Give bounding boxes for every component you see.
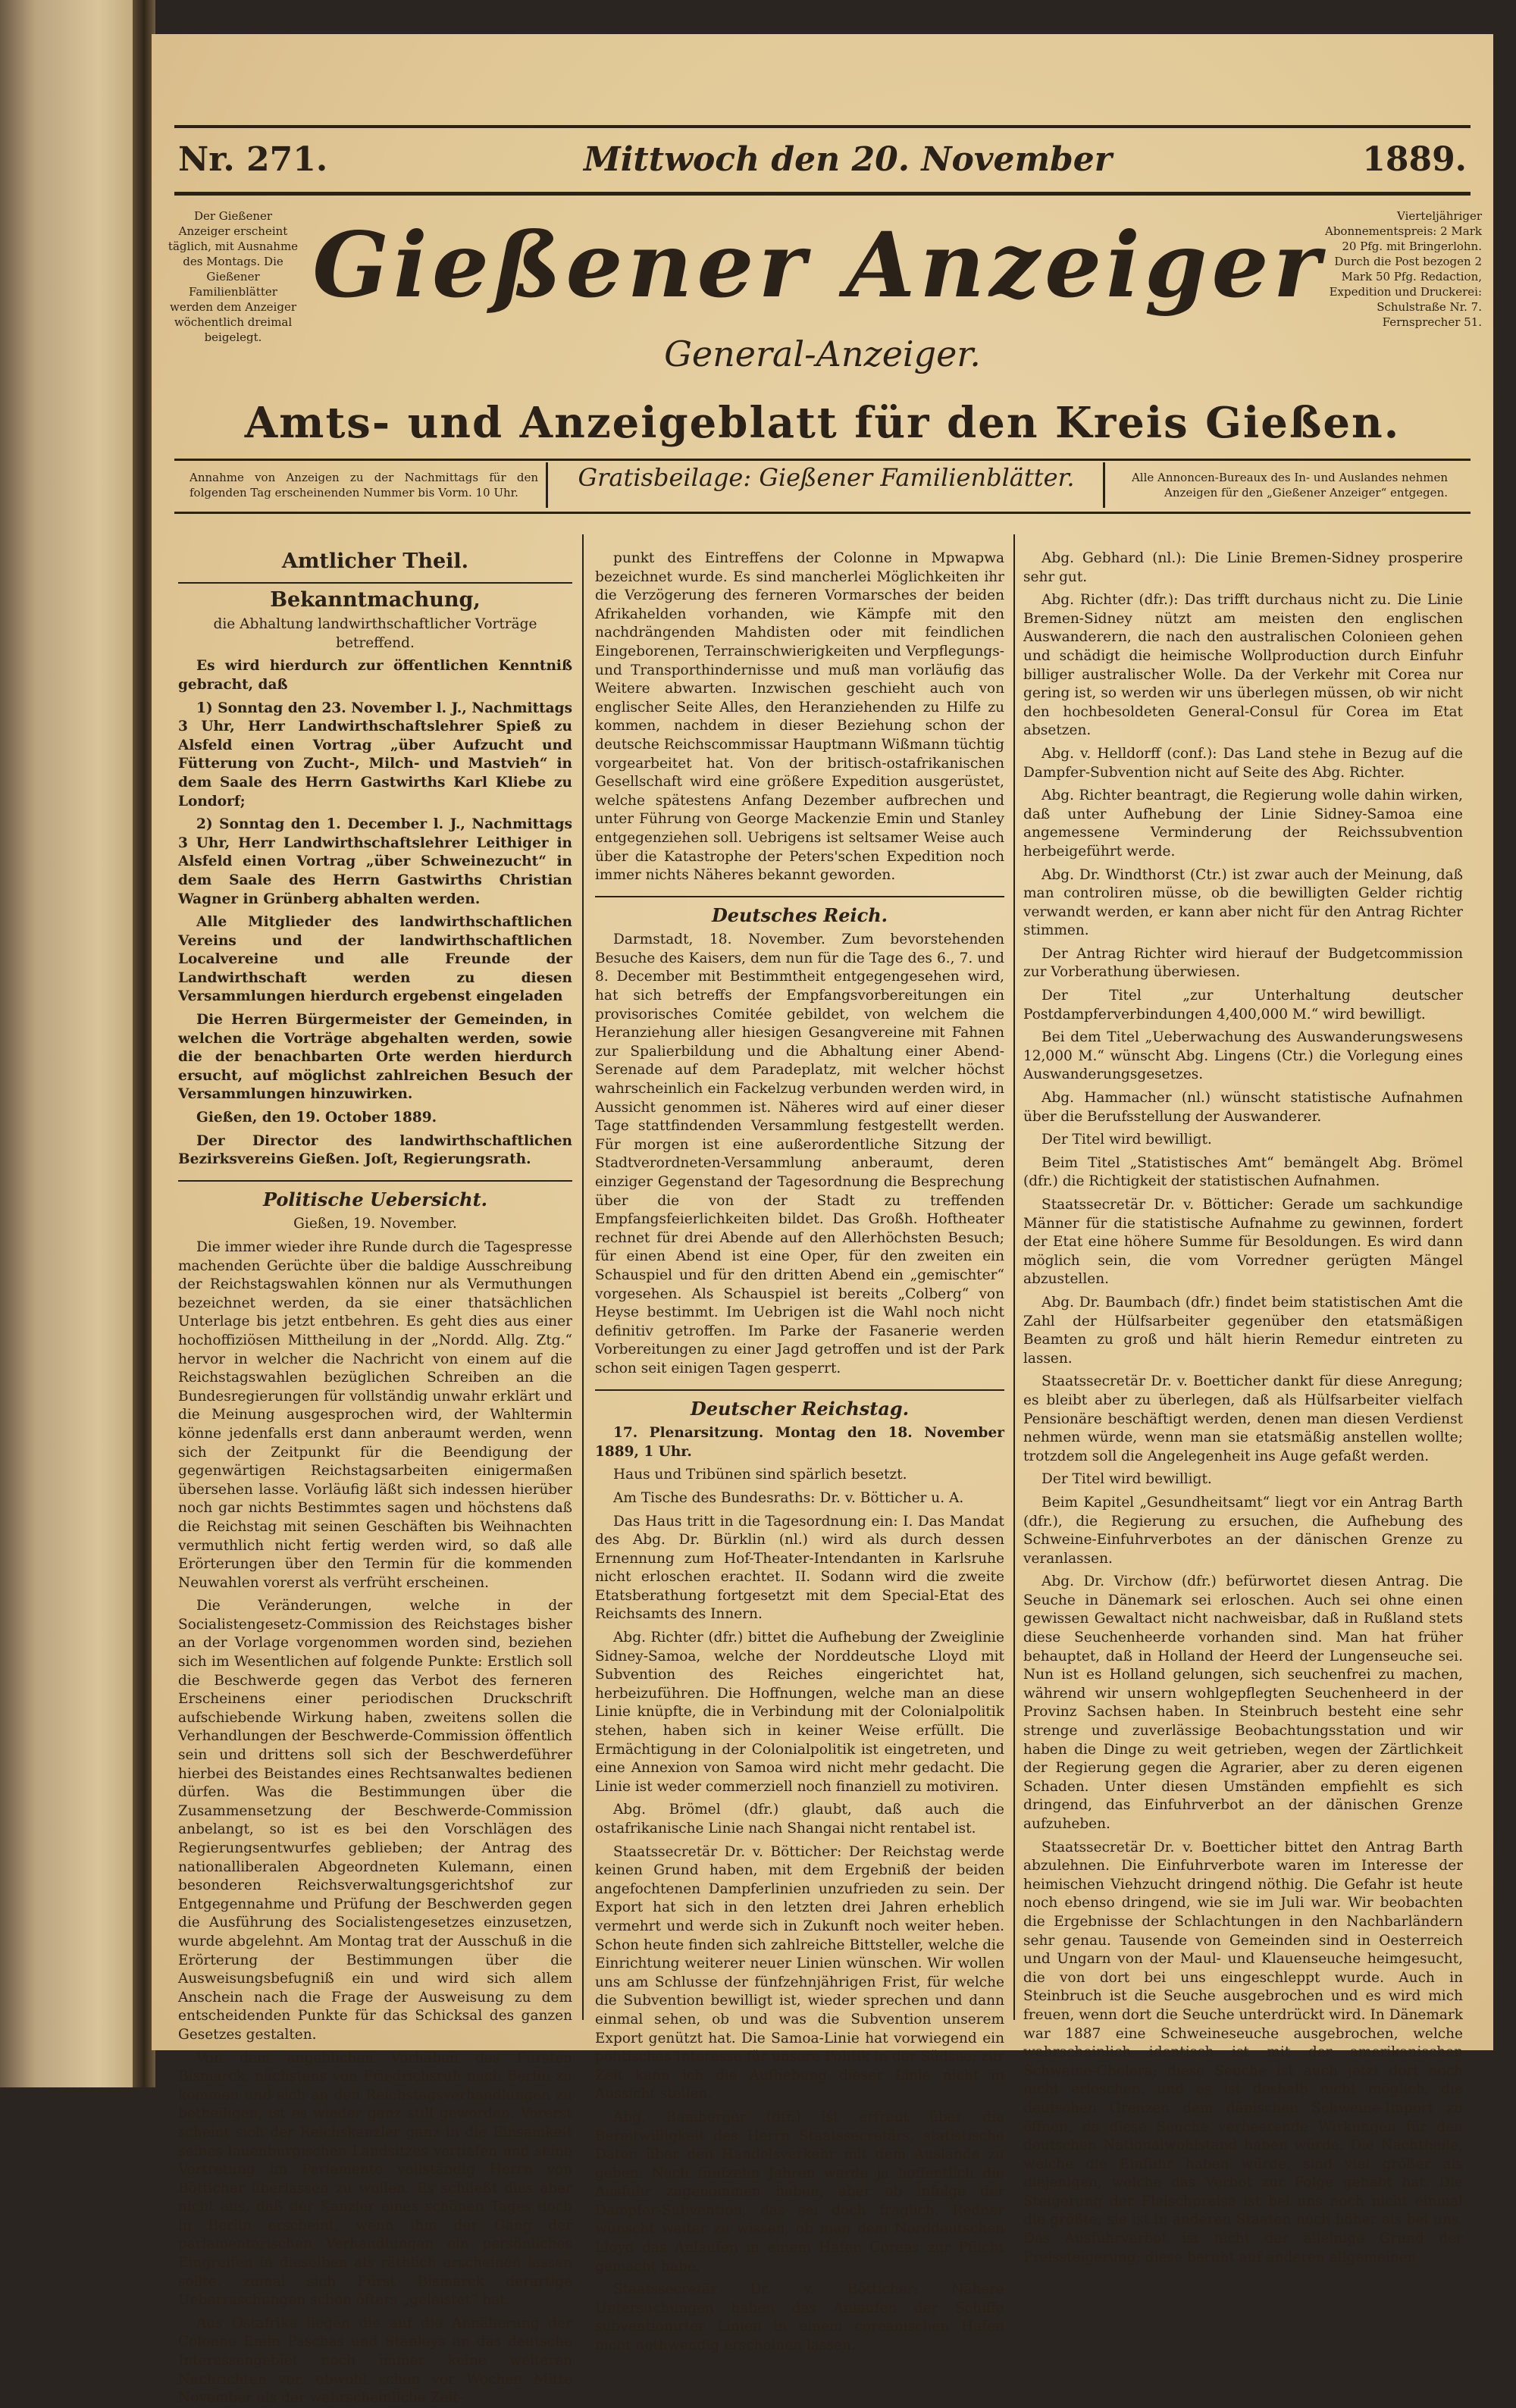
notice-divider-right [1103,462,1105,508]
column-1 [178,550,572,2406]
paragraph: Abg. Richter (dfr.): Das trifft durchaus nicht zu. Die Linie Bremen-Sidney nützt am meisten den englischen Auswanderern, die nach den australischen Colonieen gehen und schädigt die heimische Wollproduction durch Einfuhr billiger australischer Wolle. Da der Verkehr mit Corea nur gering ist, so werden wir uns überlegen müssen, ob wir nicht den hochbesoldeten General-Consul für Corea im Etat absetzen. [1023,592,1463,739]
column-divider-1 [582,534,584,2020]
paragraph: Staatssecretär Dr. v. Bötticher: Der Reichstag werde keinen Grund haben, mit dem Ergebniß der beiden angefochtenen Dampferlinien unzufrieden zu sein. Der Export hat sich in den letzten drei Jahren erheblich vermehrt und werde sich in Zukunft noch weiter heben. Schon heute finden sich zahlreiche Bittsteller, welche die Einrichtung weiterer neuer Linien wünschen. Wir wollen uns am Schlusse der fünfzehnjährigen Frist, für welche die Subvention bewilligt ist, wieder sprechen und dann einmal sehen, ob und was die Subvention unserem Export genützt hat. Die Samoa-Linie hat vorwiegend ein politisches Interesse für unsere Politik in der Südsee; zur Zeit kann ich die Aufhebung dieser Linie nicht in Aussicht stellen. [595,1843,1004,2103]
paragraph: Am Tische des Bundesraths: Dr. v. Bötticher u. A. [613,1489,964,1506]
paragraph: Haus und Tribünen sind spärlich besetzt. [613,1467,907,1483]
newspaper-subtitle: General-Anzeiger. [664,333,981,374]
paragraph: Der Antrag Richter wird hierauf der Budgetcommission zur Vorberathung überwiesen. [1023,945,1463,981]
section-heading-politics: Politische Uebersicht. [262,1188,488,1210]
paragraph: Abg. Dr. Virchow (dfr.) befürwortet diesen Antrag. Die Seuche in Dänemark sei erloschen. Auch sei ohne einen gewissen Gewaltact nicht nachweisbar, daß in Rußland stets diese Seuchenheerde vorhanden sind. Man hat früher behauptet, daß in Holland der Heerd der Lungenseuche sei. Nun ist es Holland gelungen, sich seuchenfrei zu machen, während wir unsern wohlgepflegten Seuchenheerd in der Provinz Sachsen haben. In Steinbruch besteht eine sehr strenge und zuverlässige Beobachtungsstation und wir haben die Dinge zu weit getrieben, wegen der Zärtlichkeit der Regierung gegen die Agrarier, aber zu deren eigenen Schaden. Unter diesen Umständen empfiehlt es sich dringend, das Einfuhrverbot an der dänischen Grenze aufzuheben. [1023,1573,1463,1832]
masthead-rule [174,192,1471,196]
paragraph: Der Titel „zur Unterhaltung deutscher Postdampferverbindungen 4,400,000 M.“ wird bewilligt. [1023,988,1463,1022]
newspaper-title: Gießener Anzeiger [312,212,1325,318]
paragraph: Der Titel wird bewilligt. [1041,1132,1212,1148]
paragraph: Die Veränderungen, welche in der Socialistengesetz-Commission des Reichstages bisher an der Vorlage vorgenommen worden sind, beziehen sich im Wesentlichen auf folgende Punkte: Erstlich soll die Beschwerde gegen das Verbot des ferneren Erscheinens einer periodischen Druckschrift aufschiebende Wirkung haben, zweitens sollen die Verhandlungen der Beschwerde-Commission öffentlich sein und drittens soll sich der Beschwerdeführer hierbei des Beistandes eines Rechtsanwaltes bedienen dürfen. Was die Bestimmungen über die Zusammensetzung der Beschwerde-Commission anbelangt, so ist es bei den Vorschlägen des Regierungsentwurfes geblieben; der Antrag des nationalliberalen Abgeordneten Kulemann, einen besonderen Reichsverwaltungsgerichtshof zur Entgegennahme und Prüfung der Beschwerden gegen die Ausführung des Socialistengesetzes einzusetzen, wurde abgelehnt. Am Montag trat der Ausschuß in die Erörterung der Bestimmungen über die Ausweisungsbefugniß ein und wird sich allem Anschein nach die Frage der Ausweisung zu dem entscheidenden Punkte für das Schicksal des ganzen Gesetzes gestalten. [178,1598,572,2043]
paragraph: Von dem angeblichen Vorhaben des Fürsten Bismarck, nächstens von Friedrichsruh nach Berlin zu kommen und sich an den Reichstagsverhandlungen zu betheiligen, ist es wieder ganz still geworden. Vorerst scheint sich der Reichskanzler ganz in die Einsamkeit seines lauenburgischen Landsitzes vertiefen und seine Vertretung im Parlamente vollständig Herrn von Bötticher überlassen zu wollen. Es schließt dies aber nicht aus, daß der Kanzler eines schönen Tages doch in Berlin erscheint, wenn ihm der Gang der parlamentarischen Verhandlungen ein persönliches Eingreifen in dieselben als räthlich erscheinen lassen sollte, zumal sich Fürst Bismarck derartige Ueberraschungen schon öfters „geleistet“ hat. [178,2049,572,2309]
separator [595,896,1004,897]
paragraph: Staatssecretär Dr. v. Boetticher bittet den Antrag Barth abzulehnen. Die Einfuhrverbote waren im Interesse der heimischen Viehzucht dringend nöthig. Die Gefahr ist heute noch ebenso dringend, wie sie im Juli war. Wir beobachten die Ergebnisse der Schlachtungen in den Nachbarländern sehr genau. Tausende von Gemeinden sind in Oesterreich und Ungarn von der Maul- und Klauenseuche heimgesucht, die von dort bei uns eingeschleppt wurde. Auch in Steinbruch ist die Seuche ausgebrochen und es wird mich freuen, wenn dort die Seuche unterdrückt wird. In Dänemark war 1887 eine Schweineseuche ausgebrochen, welche wahrscheinlich identisch ist mit der amerikanischen Schweine-Cholera; diese Seuche ist auch jetzt dort noch nicht erloschen, und es ist deshalb nicht möglich, die deutschen Grenzen dem dänischen Schweine-Import zu öffnen, da diese Seuche verheerende Wirkungen für den deutschen Nationalwohlstand haben würde. Die Nachtheile, welche die Einfuhr haben würde, sind viel größer als diejenigen, welche das Verbot zur Folge gehabt hat. Die Steigerung der Fleischpreise ist bei uns noch nicht einmal die größte; sie ist in anderen Staaten noch höher als bei uns. Das Ausfuhrverbot ist nicht der alleinige Grund der Preissteigerung; diese beruht auf anderen allgemeinen [1023,1839,1463,2266]
paragraph: Abg. Dr. Baumbach (dfr.) findet beim statistischen Amt die Zahl der Hülfsarbeiter gegenüber den etatsmäßigen Beamten zu groß und hält hierin Remedur eintreten zu lassen. [1023,1294,1463,1367]
issue-date: Mittwoch den 20. November [584,140,1112,179]
newspaper-page [152,34,1493,2406]
paragraph: Alle Mitglieder des landwirthschaftlichen Vereins und der landwirthschaftlichen Localvereine und alle Freunde der Landwirthschaft werden zu diesen Versammlungen hierdurch ergebenst eingeladen [178,914,572,1005]
publication-info: Der Gießener Anzeiger erscheint täglich, mit Ausnahme des Montags. Die Gießener Familienblätter werden dem Anzeiger wöchentlich dreimal beigelegt. [168,209,299,344]
adjacent-page-clip [0,0,140,6]
ad-bureau-notice: Alle Annoncen-Bureaux des In- und Auslandes nehmen Anzeigen für den „Gießener Anzeiger“ entgegen. [1131,471,1448,499]
paragraph: Staatssecretär Dr. v. Boetticher dankt für diese Anregung; es bleibt aber zu überlegen, daß als Hülfsarbeiter vielfach Pensionäre beschäftigt werden, denen man diesen Verdienst nehmen würde, wenn man sie etatsmäßig anstellen wollte; trotzdem soll die Angelegenheit ins Auge gefaßt werden. [1023,1373,1463,1464]
newspaper-tagline: Amts- und Anzeigeblatt für den Kreis Gießen. [244,398,1401,448]
paragraph: Beim Titel „Statistisches Amt“ bemängelt Abg. Brömel (dfr.) die Richtigkeit der statistischen Aufnahmen. [1023,1154,1463,1190]
paragraph: Das Haus tritt in die Tagesordnung ein: I. Das Mandat des Abg. Dr. Bürklin (nl.) wird als durch dessen Ernennung zum Hof-Theater-Intendanten in Karlsruhe nicht erloschen erachtet. II. Sodann wird die zweite Etatsberathung fortgesetzt mit dem Special-Etat des Reichsamts des Innern. [595,1513,1004,1623]
paragraph: Staatssecretär Dr. v. Bötticher: Nähere Untersuchungen haben das Anlaufen der Schiffe subventionirter Linien in einem coreanischen Hafen nicht nothwendig erscheinen lassen. [595,2281,1004,2354]
paragraph: Abg. Hammacher (nl.) wünscht statistische Aufnahmen über die Berufsstellung der Auswanderer. [1023,1090,1463,1125]
section-heading-official: Amtlicher Theil. [281,550,469,573]
paragraph: Staatssecretär Dr. v. Bötticher: Gerade um sachkundige Männer für die statistische Aufnahme zu gewinnen, fordert der Etat eine höhere Summe für Besoldungen. Es wird dann möglich sein, die vom Vorredner gerügten Mängel abzustellen. [1023,1197,1463,1288]
paragraph: Abg. Richter beantragt, die Regierung wolle dahin wirken, daß unter Aufhebung der Linie Sidney-Samoa eine angemessene Verminderung der Reichssubvention herbeigeführt werde. [1023,788,1463,860]
paragraph: Abg. Richter (dfr.) bittet die Aufhebung der Zweiglinie Sidney-Samoa, welche der Norddeutsche Lloyd mit Subvention des Reiches eingerichtet hat, herbeizuführen. Die Hoffnungen, welche man an diese Linie knüpfte, die in Verbindung mit der Colonialpolitik stehen, haben sich in keiner Weise erfüllt. Die Ermächtigung in der Colonialpolitik ist eingetreten, und eine Annexion von Samoa wird nicht mehr gedacht. Die Linie ist weder commerziell noch finanziell zu motiviren. [595,1630,1004,1795]
section-heading-reichstag: Deutscher Reichstag. [690,1397,910,1420]
notice-rule-top [174,459,1471,461]
paragraph: Beim Kapitel „Gesundheitsamt“ liegt vor ein Antrag Barth (dfr.), die Regierung zu ersuchen, die Aufhebung des Schweine-Einfuhrverbotes an der dänischen Grenze zu veranlassen. [1023,1494,1463,1567]
paragraph: 2) Sonntag den 1. December l. J., Nachmittags 3 Uhr, Herr Landwirthschaftslehrer Leithiger in Alsfeld einen Vortrag „über Schweinezucht“ in dem Saale des Herrn Gastwirths Christian Wagner in Grünberg abhalten werden. [178,816,572,907]
paragraph: Abg. Dr. Windthorst (Ctr.) ist zwar auch der Meinung, daß man controliren müsse, ob die bewilligten Gelder richtig verwandt werden, er kann aber nicht für den Antrag Richter stimmen. [1023,866,1463,939]
separator [178,1180,572,1182]
dateline: Gießen, 19. November. [293,1216,457,1232]
paragraph: Die Herren Bürgermeister der Gemeinden, in welchen die Vorträge abgehalten werden, sowie die der benachbarten Orte werden hierdurch ersucht, auf möglichst zahlreichen Besuch der Versammlungen hinzuwirken. [178,1012,572,1103]
adjacent-page-fragment [0,0,140,2087]
paragraph: Abg. Gebhard (nl.): Die Linie Bremen-Sidney prosperire sehr gut. [1023,550,1463,585]
notice-divider-left [546,462,548,508]
announcement-title: Bekanntmachung, [270,587,481,612]
paragraph: Bei dem Titel „Ueberwachung des Auswanderungswesens 12,000 M.“ wünscht Abg. Lingens (Ctr.) die Vorlegung eines Auswanderungsgesetzes. [1023,1029,1463,1083]
paragraph: Gießen, den 19. October 1889. [196,1110,437,1126]
issue-number: Nr. 271. [178,140,328,179]
issue-year: 1889. [1362,140,1467,179]
paragraph: Der Director des landwirthschaftlichen Bezirksvereins Gießen. Joſt, Regierungsrath. [178,1132,572,1168]
ad-deadline-notice: Annahme von Anzeigen zu der Nachmittags für den folgenden Tag erscheinenden Nummer bis Vorm. 10 Uhr. [190,471,538,499]
announcement-subtitle: die Abhaltung landwirthschaftlicher Vorträge betreffend. [213,616,537,651]
separator [178,582,572,584]
paragraph: 1) Sonntag den 23. November l. J., Nachmittags 3 Uhr, Herr Landwirthschaftslehrer Spieß zu Alsfeld einen Vortrag „über Aufzucht und Fütterung von Zucht-, Milch- und Mastvieh“ in dem Saale des Herrn Gastwirths Karl Kliebe zu Londorf; [178,700,572,809]
supplement-notice: Gratisbeilage: Gießener Familienblätter. [578,463,1075,492]
paragraph: Abg. v. Helldorff (conf.): Das Land stehe in Bezug auf die Dampfer-Subvention nicht auf Seite des Abg. Richter. [1023,745,1463,781]
notice-rule-bottom [174,512,1471,514]
paragraph: Aus Ostafrika liegen die auf die Annäherung der Colonne Emin Paschas und Stanleys an das deutsche Interessengebiet noch immer keine weiteren Nachrichten vor, obwohl schon vor Wochen Mitte November als der wahrscheinliche Zeit- [178,2315,572,2406]
top-rule [174,125,1471,128]
column-divider-2 [1013,534,1015,2020]
paragraph: 17. Plenarsitzung. Montag den 18. November 1889, 1 Uhr. [595,1425,1004,1460]
paragraph: punkt des Eintreffens der Colonne in Mpwapwa bezeichnet wurde. Es sind mancherlei Möglichkeiten ihr die Verzögerung des ferneren Vormarsches der beiden Afrikahelden vorhanden, wie Kämpfe mit den nachdrängenden Mahdisten oder mit feindlichen Eingeborenen, Terrainschwierigkeiten und Verpflegungs- und Transporthindernisse und muß man vorläufig das Weitere abwarten. Inzwischen geschieht auch von englischer Seite Alles, den Heranziehenden zu Hilfe zu kommen, nachdem in dieser Beziehung schon der deutsche Reichscommissar Hauptmann Wißmann tüchtig vorgearbeitet hat. Von der britisch-ostafrikanischen Gesellschaft wird eine größere Expedition ausgerüstet, welche spätestens Anfang Dezember aufbrechen und unter Führung von George Mackenzie Emin und Stanley entgegenziehen soll. Uebrigens ist seltsamer Weise auch über die Katastrophe der Peters'schen Expedition noch immer nichts Näheres bekannt geworden. [595,550,1004,884]
paragraph: Abg. Brömel (dfr.) glaubt, daß auch die ostafrikanische Linie nach Shangai nicht rentabel ist. [595,1802,1004,1837]
column-3 [1023,550,1463,2266]
paragraph: Die immer wieder ihre Runde durch die Tagespresse machenden Gerüchte über die baldige Ausschreibung der Reichstagswahlen können nur als Vermuthungen bezeichnet werden, da sie einer thatsächlichen Unterlage bis jetzt entbehren. Es geht dies aus einer hochoffiziösen Mittheilung in der „Nordd. Allg. Ztg.“ hervor in welcher die Nachricht von einem auf die Reichstagswahlen bezüglichen Schreiben an die Bundesregierungen für vollständig unwahr erklärt und die Meinung ausgesprochen wird, der Wahltermin könne jedenfalls erst dann anberaumt werden, wenn sich der Zeitpunkt für die Beendigung der gegenwärtigen Reichstagsarbeiten einigermaßen übersehen lasse. Vorläufig läßt sich indessen hierüber noch gar nichts Bestimmtes sagen und höchstens daß die Reichstag mit seinen Geschäften bis Weihnachten vermuthlich nicht fertig werden wird, so daß alle Erörterungen über den Termin für die kommenden Neuwahlen vorerst als verfrüht erscheinen. [178,1239,572,1591]
paragraph: Der Titel wird bewilligt. [1041,1471,1212,1488]
section-heading-reich: Deutsches Reich. [711,903,888,926]
paragraph: Es wird hierdurch zur öffentlichen Kenntniß gebracht, daß [178,658,572,693]
paragraph: Abg. Bamberger (dfr.) ist erfreut über die Bereitwilligkeit des Herrn Staatssecretärs, statistische Daten über den Handelsverkehr mit dem Auslande zu geben. Nach fünfzehn Jahren werde ja hoffentlich die Ausfuhr zugenommen haben, aber ob infolge der Dampfer-Subvention, das sei doch fraglich. Redner wünscht weiter zu wissen, ob man dem Norddeutschen Lloyd das Anlaufen in einem Hafen Coreas zur Pflicht gemacht habe. [595,2109,1004,2275]
paragraph: Darmstadt, 18. November. Zum bevorstehenden Besuche des Kaisers, dem nun für die Tage des 6., 7. und 8. December mit Bestimmtheit entgegengesehen wird, hat sich betreffs der Empfangsvorbereitungen ein provisorisches Comitée gebildet, von welchem die Heranziehung aller hiesigen Gesangvereine mit Fahnen zur Spalierbildung und die Abhaltung einer Abend-Serenade auf dem Paradeplatz, mit welcher höchst wahrscheinlich ein Fackelzug verbunden werden wird, in Aussicht genommen ist. Näheres wird auf einer dieser Tage stattfindenden Versammlung festgestellt werden. Für morgen ist eine außerordentliche Sitzung der Stadtverordneten-Versammlung anberaumt, deren einziger Gegenstand der Tagesordnung die Besprechung über die von der Stadt zu treffenden Empfangsfeierlichkeiten bildet. Das Großh. Hoftheater rechnet für drei Abende auf den Allerhöchsten Besuch; für einen Abend ist eine Oper, für den zweiten ein Schauspiel und für den dritten Abend ein „gemischter“ vorgesehen. Als Schauspiel ist bereits „Colberg“ von Heyse bestimmt. Im Uebrigen ist die Wahl noch nicht definitiv getroffen. Im Parke der Fasanerie werden Vorbereitungen zu einer Jagd getroffen und ist der Park schon seit einigen Tagen gesperrt. [595,932,1004,1376]
subscription-info: Vierteljähriger Abonnementspreis: 2 Mark 20 Pfg. mit Bringerlohn. Durch die Post bezogen 2 Mark 50 Pfg. Redaction, Expedition und Druckerei: Schulstraße Nr. 7. Fernsprecher 51. [1325,209,1482,329]
column-2 [595,550,1004,2354]
separator [595,1389,1004,1391]
